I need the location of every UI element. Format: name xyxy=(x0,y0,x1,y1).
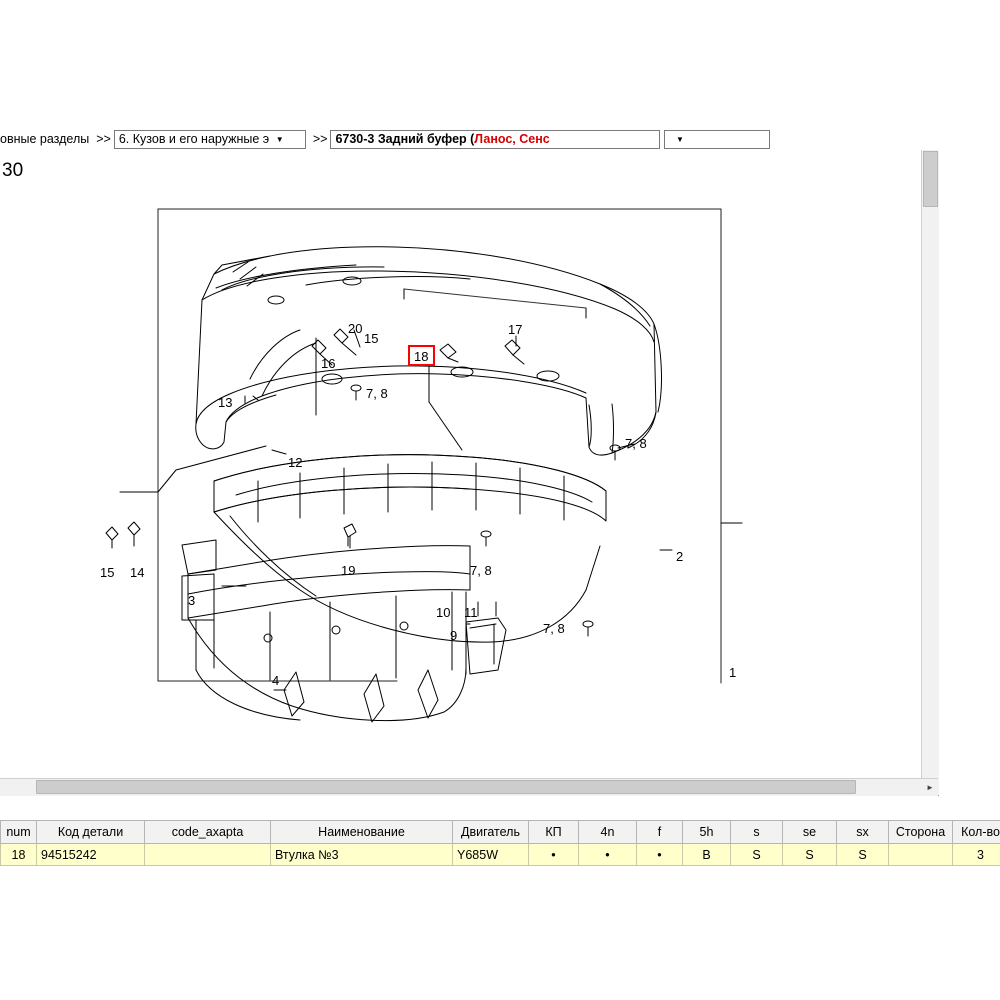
model-label: Ланос, Сенс xyxy=(474,131,550,146)
diagram-viewport[interactable] xyxy=(0,150,939,796)
cell-name: Втулка №3 xyxy=(271,844,453,866)
scroll-right-icon[interactable]: ► xyxy=(926,782,934,792)
cell-4n: • xyxy=(579,844,637,866)
chevron-down-icon-2[interactable]: ▼ xyxy=(675,134,684,144)
vertical-scrollbar[interactable] xyxy=(921,150,939,795)
callout-9: 9 xyxy=(450,628,458,643)
cell-num: 18 xyxy=(1,844,37,866)
th-5h[interactable]: 5h xyxy=(683,821,731,844)
breadcrumb-separator-2: >> xyxy=(312,132,328,146)
breadcrumb-toolbar xyxy=(0,128,1000,150)
callout-16: 16 xyxy=(321,356,336,371)
th-qty[interactable]: Кол-во xyxy=(953,821,1000,844)
cell-5h: B xyxy=(683,844,731,866)
callout-10: 10 xyxy=(436,605,451,620)
horizontal-scrollbar-thumb[interactable] xyxy=(36,780,856,794)
callout-11: 11 xyxy=(464,605,478,620)
section-select-value: 6. Кузов и его наружные э xyxy=(118,131,270,146)
table-header-row xyxy=(1,821,1000,844)
section-select[interactable] xyxy=(114,130,306,149)
th-code-axapta[interactable]: code_axapta xyxy=(145,821,271,844)
cell-side xyxy=(889,844,953,866)
cell-qty: 3 xyxy=(953,844,1000,866)
vertical-scrollbar-thumb[interactable] xyxy=(923,151,938,207)
callout-15-left: 15 xyxy=(100,565,115,580)
callout-17: 17 xyxy=(508,322,523,337)
cell-kp: • xyxy=(529,844,579,866)
cell-code-axapta xyxy=(145,844,271,866)
cell-code: 94515242 xyxy=(37,844,145,866)
subsection-value xyxy=(331,131,659,148)
th-name[interactable]: Наименование xyxy=(271,821,453,844)
horizontal-scrollbar[interactable] xyxy=(0,778,938,796)
callout-7-8-c: 7, 8 xyxy=(470,563,492,578)
th-num[interactable]: num xyxy=(1,821,37,844)
callout-1: 1 xyxy=(729,665,737,680)
th-code[interactable]: Код детали xyxy=(37,821,145,844)
callout-7-8-b: 7, 8 xyxy=(625,436,647,451)
callout-4: 4 xyxy=(272,673,280,688)
cell-engine: Y685W xyxy=(453,844,529,866)
cell-se: S xyxy=(783,844,837,866)
th-sx[interactable]: sx xyxy=(837,821,889,844)
callout-13: 13 xyxy=(218,395,233,410)
callout-3: 3 xyxy=(188,593,196,608)
th-s[interactable]: s xyxy=(731,821,783,844)
parts-table-container xyxy=(0,820,1000,866)
th-engine[interactable]: Двигатель xyxy=(453,821,529,844)
callout-15-top: 15 xyxy=(364,331,379,346)
callout-2: 2 xyxy=(676,549,684,564)
cell-sx: S xyxy=(837,844,889,866)
th-kp[interactable]: КП xyxy=(529,821,579,844)
parts-table xyxy=(0,820,1000,866)
th-f[interactable]: f xyxy=(637,821,683,844)
bumper-exploded-diagram xyxy=(0,150,938,795)
highlight-callout-label: 18 xyxy=(414,349,429,364)
th-4n[interactable]: 4n xyxy=(579,821,637,844)
highlight-callout-18[interactable] xyxy=(409,346,434,365)
cell-f: • xyxy=(637,844,683,866)
th-side[interactable]: Сторона xyxy=(889,821,953,844)
breadcrumb-separator-1: >> xyxy=(96,132,111,146)
callout-7-8-a: 7, 8 xyxy=(366,386,388,401)
th-se[interactable]: se xyxy=(783,821,837,844)
table-row[interactable] xyxy=(1,844,1000,866)
subsection-label: 6730-3 Задний буфер ( xyxy=(335,131,475,146)
callout-12: 12 xyxy=(288,455,303,470)
chevron-down-icon[interactable]: ▼ xyxy=(275,134,284,144)
callout-14: 14 xyxy=(130,565,145,580)
page-number-label: 30 xyxy=(2,160,24,181)
cell-s: S xyxy=(731,844,783,866)
callout-7-8-d: 7, 8 xyxy=(543,621,565,636)
callout-19: 19 xyxy=(341,563,356,578)
breadcrumb-root-label[interactable]: овные разделы xyxy=(0,132,90,146)
extra-select[interactable] xyxy=(664,130,770,149)
subsection-field[interactable] xyxy=(330,130,660,149)
callout-20: 20 xyxy=(348,321,363,336)
